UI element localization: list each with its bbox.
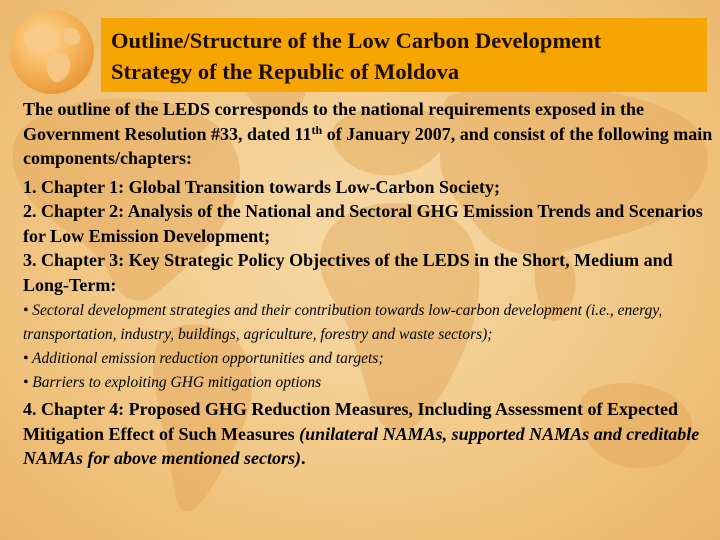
bullet-item-3: • Barriers to exploiting GHG mitigation options bbox=[23, 374, 322, 391]
slide-title-line-2: Strategy of the Republic of Moldova bbox=[111, 59, 460, 84]
chapter-item-4 bbox=[23, 397, 713, 471]
intro-text: The outline of the LEDS corresponds to the national requirements exposed in the Government Resolution #33, dated 11 bbox=[23, 99, 645, 144]
chapter-4-italic-note: (unilateral NAMAs, supported NAMAs and creditable NAMAs for above mentioned sectors) bbox=[23, 423, 700, 468]
intro-superscript: th bbox=[311, 122, 323, 137]
slide-body bbox=[23, 97, 713, 471]
chapter-4-text: 4. Chapter 4: Proposed GHG Reduction Measures, Including Assessment of Expected Mitigation Effect of Such Measures bbox=[23, 399, 679, 444]
intro-text-end: of January 2007, and consist of the following main components/chapters: bbox=[23, 123, 713, 168]
chapter-item-1: 1. Chapter 1: Global Transition towards Low-Carbon Society; bbox=[23, 176, 501, 197]
chapter-item-2: 2. Chapter 2: Analysis of the National and Sectoral GHG Emission Trends and Scenarios for Low Emission Development; bbox=[23, 201, 703, 246]
chapter-item-3: 3. Chapter 3: Key Strategic Policy Objectives of the LEDS in the Short, Medium and Long-Term: bbox=[23, 250, 673, 295]
slide-title bbox=[111, 25, 697, 87]
intro-paragraph bbox=[23, 97, 713, 171]
slide-title-line-1: Outline/Structure of the Low Carbon Development bbox=[111, 28, 602, 53]
chapter-4-end: . bbox=[301, 448, 306, 468]
title-bar bbox=[101, 18, 707, 92]
globe-icon bbox=[8, 8, 96, 96]
chapter-3-bullets bbox=[23, 299, 713, 395]
bullet-item-2: • Additional emission reduction opportunities and targets; bbox=[23, 350, 384, 367]
bullet-item-1: • Sectoral development strategies and their contribution towards low-carbon development (i.e., energy, transportation, industry, buildings, agriculture, forestry and waste sectors); bbox=[23, 302, 663, 343]
